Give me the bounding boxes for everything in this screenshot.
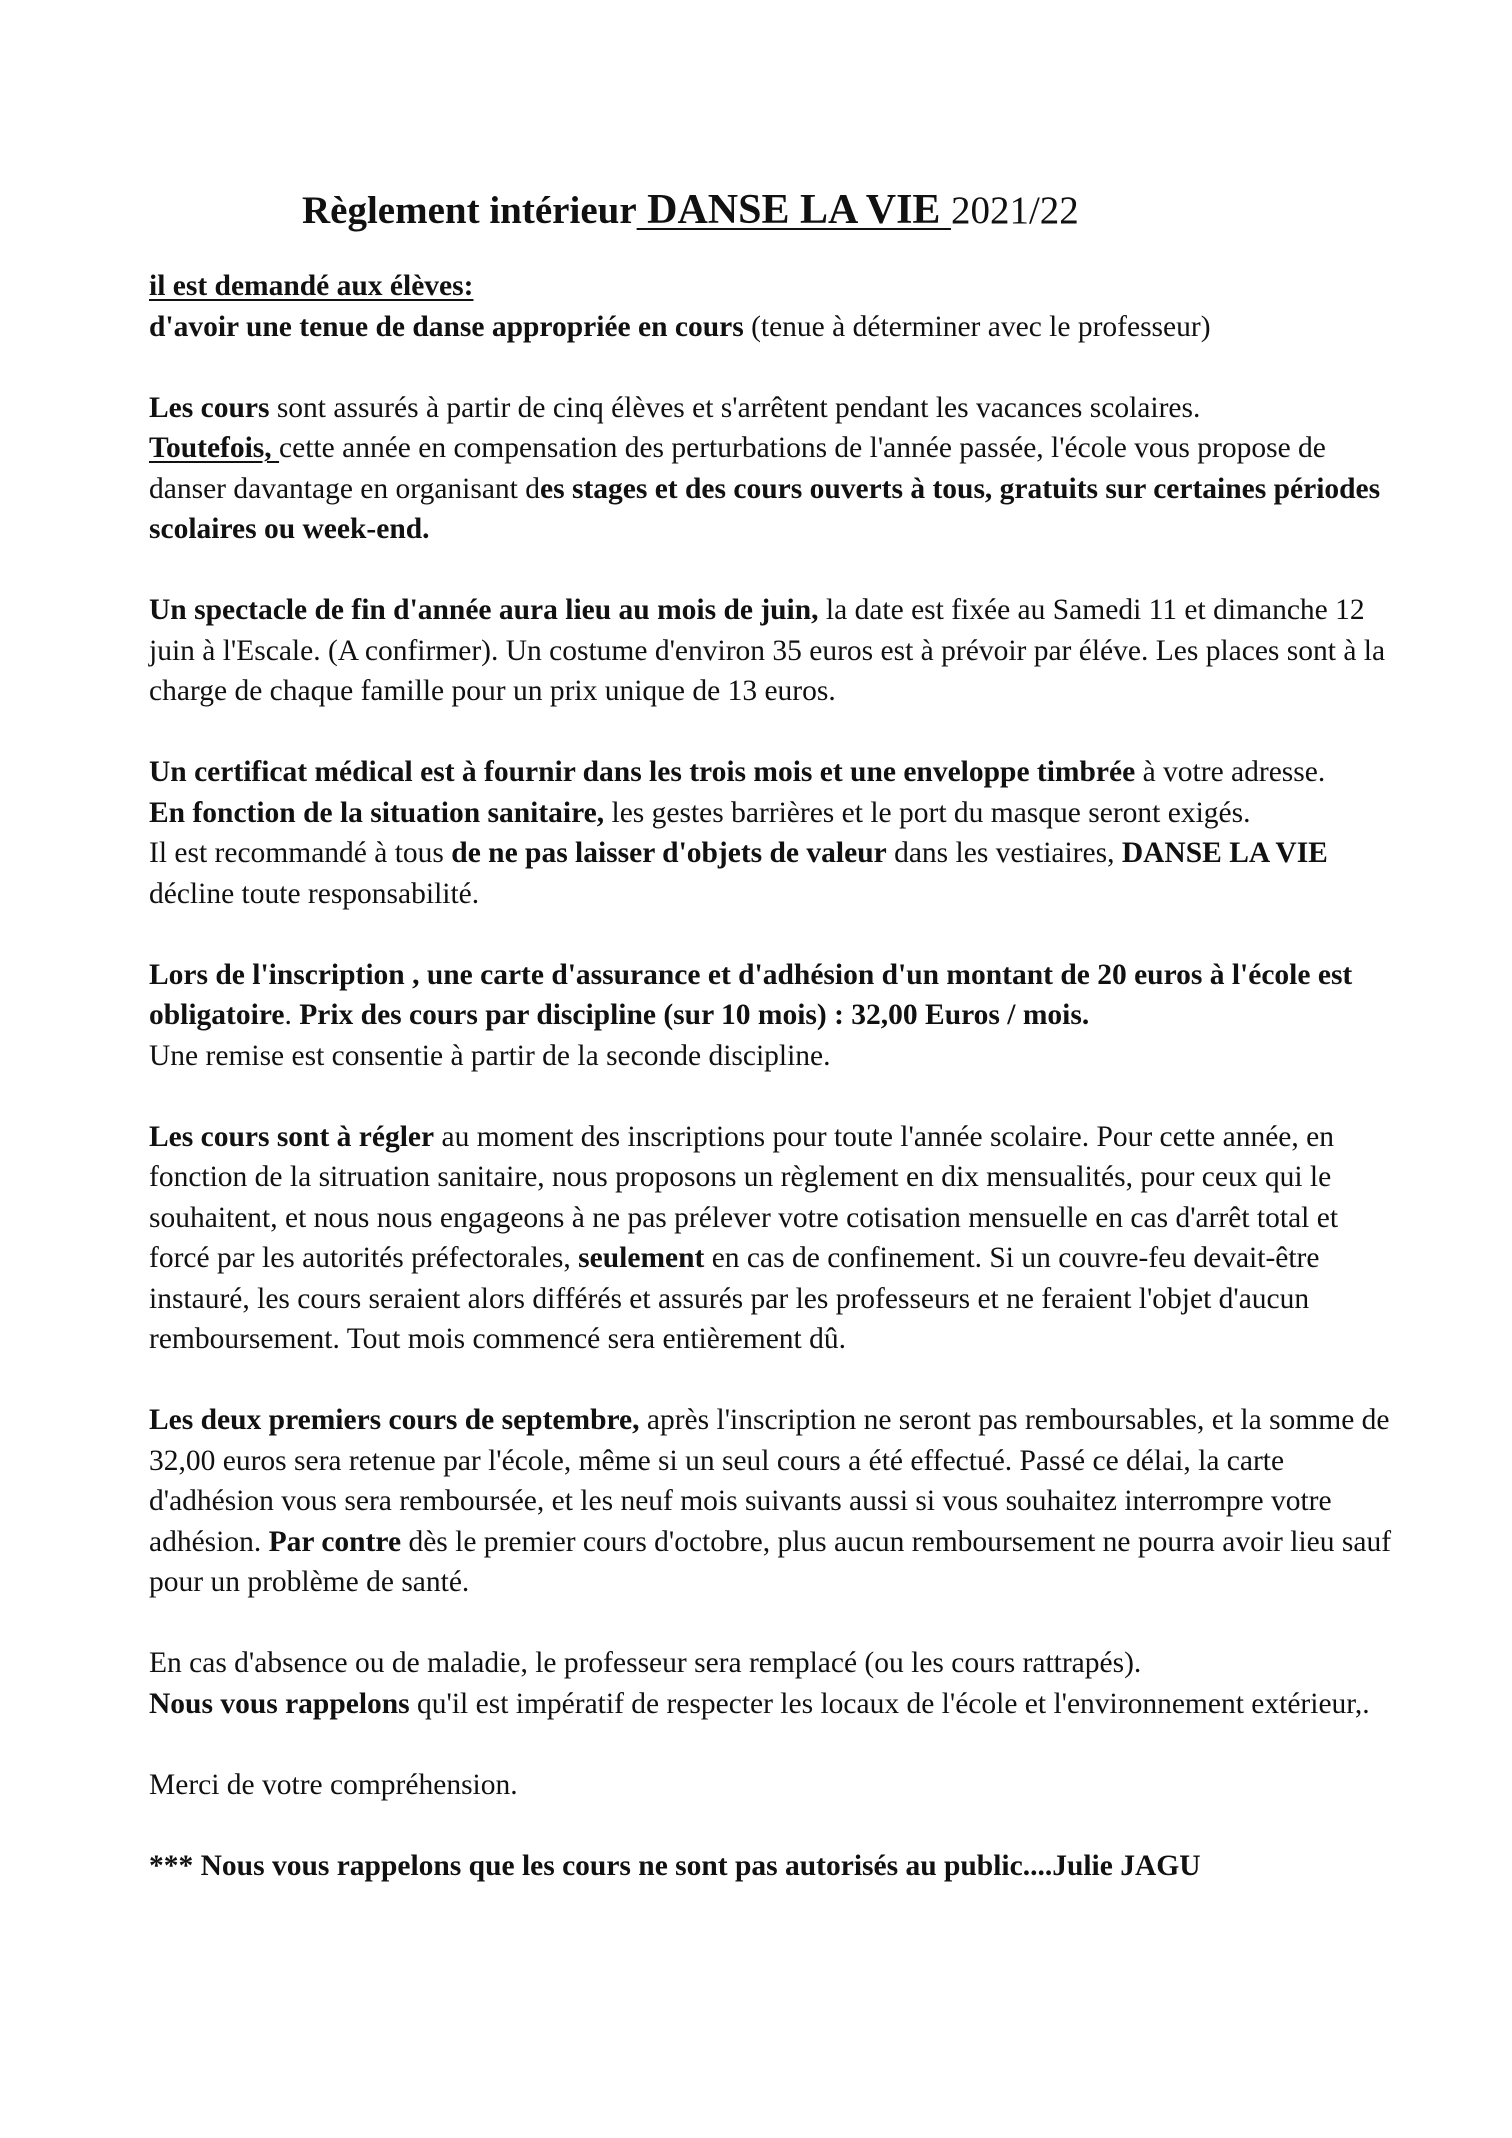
document-body xyxy=(149,266,1394,1886)
title-prefix: Règlement intérieur xyxy=(302,189,637,232)
section-registration-fees: Lors de l'inscription , une carte d'assurance et d'adhésion d'un montant de 20 euros à l'école est obligatoire. Prix des cours par discipline (sur 10 mois) : 32,00 Euros / mois. Une remise est consentie à partir de la seconde discipline. xyxy=(149,958,1353,1072)
section-certificate: Un certificat médical est à fournir dans les trois mois et une enveloppe timbrée à votre adresse. En fonction de la situation sanitaire, les gestes barrières et le port du masque seront exigés. Il est recommandé à tous de ne pas laisser d'objets de valeur dans les vestiaires, DANSE LA VIE décline toute responsabilité. xyxy=(149,756,1328,910)
section-thanks: Merci de votre compréhension. xyxy=(149,1768,518,1801)
title-year: 2021/22 xyxy=(950,189,1079,232)
section-public-notice: *** Nous vous rappelons que les cours ne sont pas autorisés au public....Julie JAGU xyxy=(149,1849,1201,1882)
section-requirements: il est demandé aux élèves: d'avoir une tenue de danse appropriée en cours (tenue à déterminer avec le professeur) xyxy=(149,270,1211,343)
section-payment: Les cours sont à régler au moment des inscriptions pour toute l'année scolaire. Pour cette année, en fonction de la sitruation sanitaire, nous proposons un règlement en dix mensualités, pour ceux qui le souhaitent, et nous nous engageons à ne pas prélever votre cotisation mensuelle en cas d'arrêt total et forcé par les autorités préfectorales, seulement en cas de confinement. Si un couvre-feu devait-être instauré, les cours seraient alors différés et assurés par les professeurs et ne feraient l'objet d'aucun remboursement. Tout mois commencé sera entièrement dû. xyxy=(149,1120,1339,1355)
requirements-heading: il est demandé aux élèves: xyxy=(149,270,474,302)
title-school-name: DANSE LA VIE xyxy=(636,187,951,233)
document-title xyxy=(302,182,1302,239)
section-absence: En cas d'absence ou de maladie, le professeur sera remplacé (ou les cours rattrapés). Nous vous rappelons qu'il est impératif de respecter les locaux de l'école et l'environnement extérieur,. xyxy=(149,1647,1370,1720)
section-refunds: Les deux premiers cours de septembre, après l'inscription ne seront pas remboursables, et la somme de 32,00 euros sera retenue par l'école, même si un seul cours a été effectué. Passé ce délai, la carte d'adhésion vous sera remboursée, et les neuf mois suivants aussi si vous souhaitez interrompre votre adhésion. Par contre dès le premier cours d'octobre, plus aucun remboursement ne pourra avoir lieu sauf pour un problème de santé. xyxy=(149,1404,1392,1598)
section-courses: Les cours sont assurés à partir de cinq élèves et s'arrêtent pendant les vacances scolaires. Toutefois, cette année en compensation des perturbations de l'année passée, l'école vous propose de danser davantage en organisant des stages et des cours ouverts à tous, gratuits sur certaines périodes scolaires ou week-end. xyxy=(149,391,1381,545)
section-show: Un spectacle de fin d'année aura lieu au mois de juin, la date est fixée au Samedi 11 et dimanche 12 juin à l'Escale. (A confirmer). Un costume d'environ 35 euros est à prévoir par éléve. Les places sont à la charge de chaque famille pour un prix unique de 13 euros. xyxy=(149,594,1386,707)
